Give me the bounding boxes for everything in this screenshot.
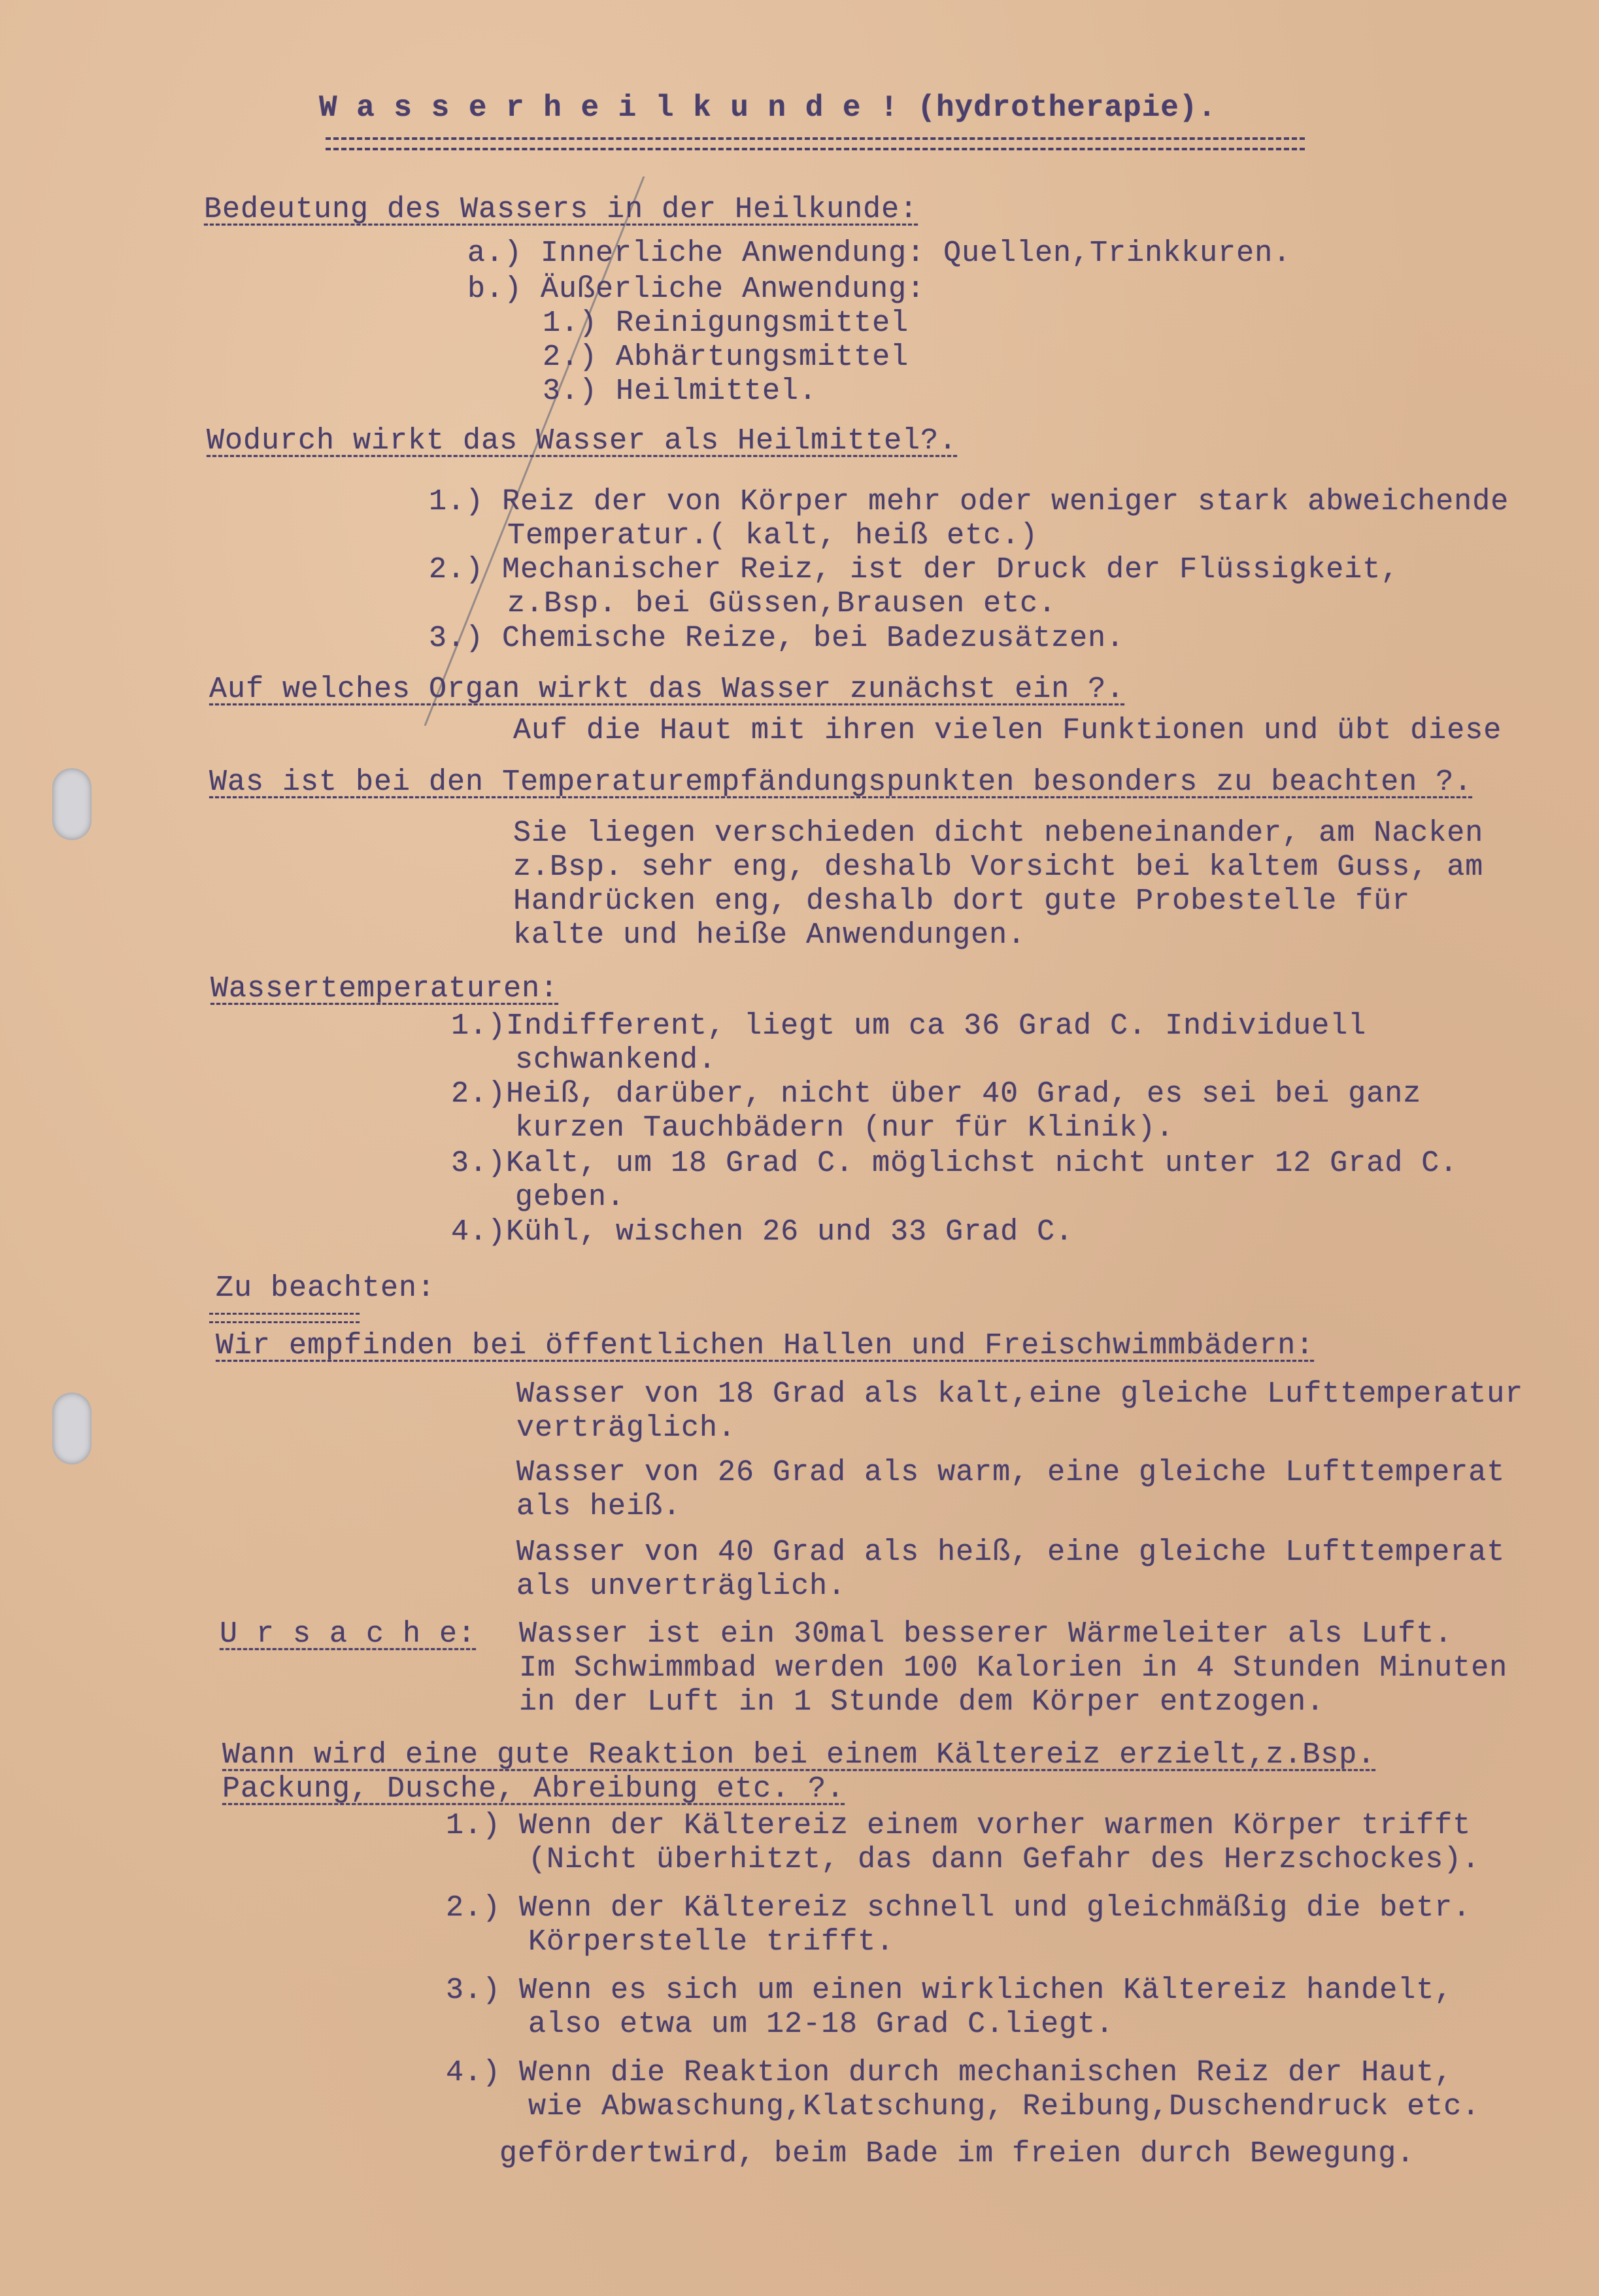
list-item: als unverträglich. [516, 1570, 847, 1603]
title-double-rule [326, 137, 1305, 150]
list-item: 4.) Wenn die Reaktion durch mechanischen Reiz der Haut, [446, 2056, 1453, 2089]
list-item: gefördertwird, beim Bade im freien durch Bewegung. [499, 2137, 1415, 2170]
list-item: Handrücken eng, deshalb dort gute Probestelle für [513, 885, 1411, 918]
list-item: 1.) Reiz der von Körper mehr oder weniger stark abweichende [429, 485, 1509, 518]
list-item: also etwa um 12-18 Grad C.liegt. [528, 2008, 1115, 2041]
list-item: Wasser von 40 Grad als heiß, eine gleiche Lufttemperat [516, 1536, 1506, 1569]
list-item: in der Luft in 1 Stunde dem Körper entzogen. [519, 1685, 1325, 1719]
list-item: 4.)Kühl, wischen 26 und 33 Grad C. [451, 1215, 1074, 1249]
list-item: b.) Äußerliche Anwendung: [467, 273, 926, 306]
list-item: z.Bsp. sehr eng, deshalb Vorsicht bei kaltem Guss, am [513, 851, 1484, 884]
list-item: als heiß. [516, 1490, 682, 1523]
list-item: 1.) Wenn der Kältereiz einem vorher warmen Körper trifft [446, 1809, 1472, 1842]
list-item: Wasser ist ein 30mal besserer Wärmeleiter als Luft. [519, 1617, 1453, 1651]
list-item: 1.) Reinigungsmittel [543, 307, 909, 340]
list-item: Sie liegen verschieden dicht nebeneinander, am Nacken [513, 817, 1484, 850]
page-title: W a s s e r h e i l k u n d e ! (hydrotherapie). [319, 91, 1217, 125]
list-item: kalte und heiße Anwendungen. [513, 919, 1026, 952]
subheading-empfinden: Wir empfinden bei öffentlichen Hallen und Freischwimmbädern: [216, 1329, 1315, 1362]
list-item: Wasser von 26 Grad als warm, eine gleiche Lufttemperat [516, 1456, 1506, 1489]
list-item: 2.) Mechanischer Reiz, ist der Druck der Flüssigkeit, [429, 553, 1400, 586]
list-item: schwankend. [515, 1043, 717, 1077]
list-item: wie Abwaschung,Klatschung, Reibung,Duschendruck etc. [528, 2090, 1481, 2123]
list-item: 3.)Kalt, um 18 Grad C. möglichst nicht unter 12 Grad C. [451, 1147, 1458, 1180]
list-item: geben. [515, 1181, 626, 1214]
list-item: 3.) Chemische Reize, bei Badezusätzen. [429, 622, 1125, 655]
list-item: 3.) Wenn es sich um einen wirklichen Kältereiz handelt, [446, 1974, 1453, 2007]
list-item: Temperatur.( kalt, heiß etc.) [507, 519, 1039, 552]
list-item: (Nicht überhitzt, das dann Gefahr des Herzschockes). [528, 1843, 1481, 1876]
heading-bedeutung: Bedeutung des Wassers in der Heilkunde: [204, 193, 918, 226]
list-item: 3.) Heilmittel. [543, 375, 818, 408]
heading-wodurch: Wodurch wirkt das Wasser als Heilmittel?. [207, 424, 958, 458]
list-item: 2.)Heiß, darüber, nicht über 40 Grad, es sei bei ganz [451, 1077, 1422, 1111]
list-item: verträglich. [516, 1411, 737, 1445]
list-item: Wasser von 18 Grad als kalt,eine gleiche Lufttemperatur [516, 1377, 1524, 1411]
list-item: Körperstelle trifft. [528, 1925, 895, 1959]
list-item: 2.) Wenn der Kältereiz schnell und gleichmäßig die betr. [446, 1891, 1472, 1925]
heading-reaktion-1: Wann wird eine gute Reaktion bei einem Kältereiz erzielt,z.Bsp. [222, 1738, 1376, 1772]
heading-wassertemperaturen: Wassertemperaturen: [210, 972, 559, 1005]
heading-temperaturpunkte: Was ist bei den Temperaturempfändungspunkten besonders zu beachten ?. [209, 766, 1473, 799]
list-item: Auf die Haut mit ihren vielen Funktionen und übt diese [513, 714, 1502, 747]
list-item: kurzen Tauchbädern (nur für Klinik). [515, 1111, 1175, 1145]
list-item: z.Bsp. bei Güssen,Brausen etc. [507, 587, 1057, 620]
list-item: a.) Innerliche Anwendung: Quellen,Trinkkuren. [467, 237, 1292, 270]
list-item: Im Schwimmbad werden 100 Kalorien in 4 Stunden Minuten [519, 1651, 1508, 1685]
heading-zu-beachten: Zu beachten: [216, 1272, 436, 1305]
list-item: 1.)Indifferent, liegt um ca 36 Grad C. Individuell [451, 1009, 1367, 1043]
heading-organ: Auf welches Organ wirkt das Wasser zunächst ein ?. [209, 673, 1125, 706]
list-item: 2.) Abhärtungsmittel [543, 341, 909, 374]
heading-zu-beachten-rule [209, 1313, 360, 1323]
heading-reaktion-2: Packung, Dusche, Abreibung etc. ?. [222, 1772, 845, 1806]
heading-ursache: U r s a c h e: [220, 1617, 477, 1651]
